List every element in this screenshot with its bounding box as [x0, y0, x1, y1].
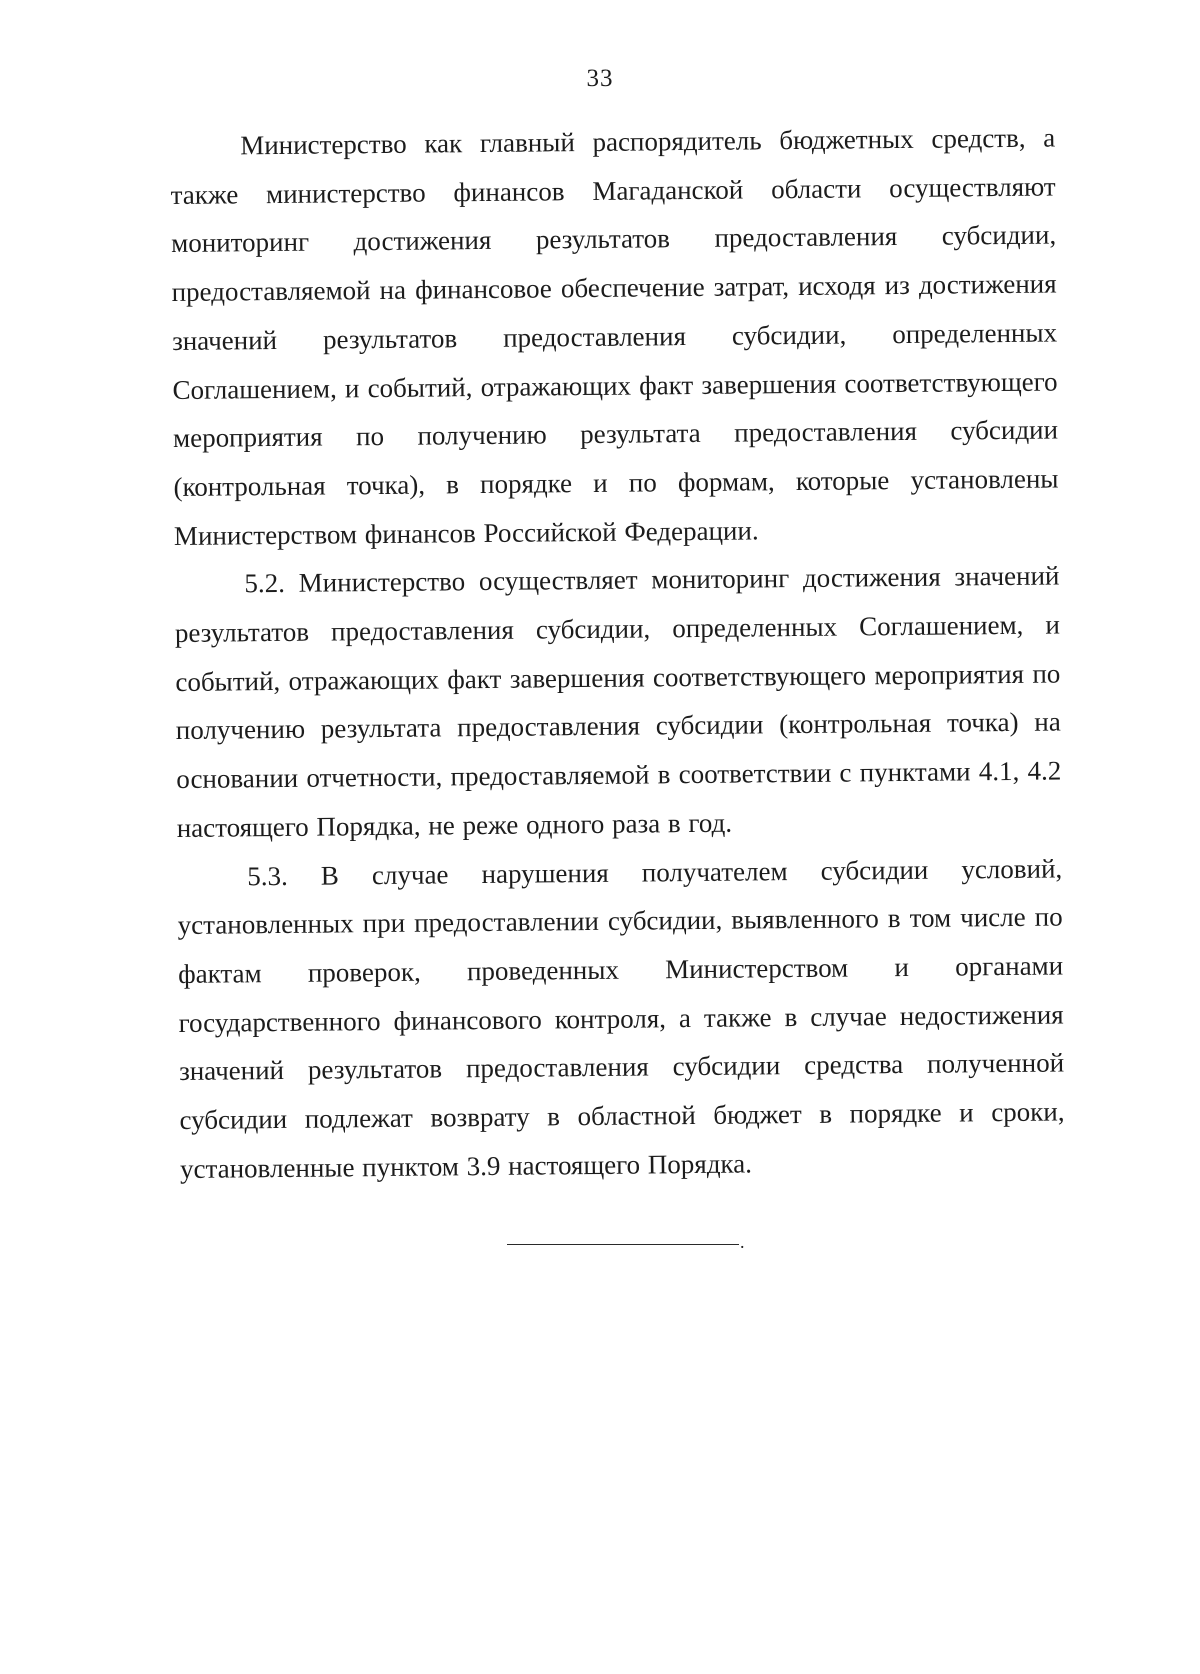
document-body — [170, 114, 1065, 1194]
closing-rule — [507, 1244, 739, 1245]
paragraph-monitoring: Министерство как главный распорядитель бюджетных средств, а также министерство финансов Магаданской области осуществляют мониторинг достижения результатов предоставления субсидии, предоставляемой на финансовое обеспечение затрат, исходя из достижения значений результатов предоставления субсидии, определенных Соглашением, и событий, отражающих факт завершения соответствующего мероприятия по получению результата предоставления субсидии (контрольная точка), в порядке и по формам, которые установлены Министерством финансов Российской Федерации. — [170, 122, 1059, 551]
page-number: 33 — [586, 65, 614, 92]
closing-period: . — [740, 1232, 745, 1252]
paragraph-5-3: 5.3. В случае нарушения получателем субсидии условий, установленных при предоставлении субсидии, выявленного в том числе по фактам проверок, проведенных Министерством и органами государственного финансового контроля, а также в случае недостижения значений результатов предоставления субсидии средства полученной субсидии подлежат возврату в областной бюджет в порядке и сроки, установленные пунктом 3.9 настоящего Порядка. — [177, 853, 1065, 1184]
paragraph-5-2: 5.2. Министерство осуществляет мониторинг достижения значений результатов предоставления субсидии, определенных Соглашением, и событий, отражающих факт завершения соответствующего мероприятия по получению результата предоставления субсидии (контрольная точка) на основании отчетности, предоставляемой в соответствии с пунктами 4.1, 4.2 настоящего Порядка, не реже одного раза в год. — [174, 560, 1062, 843]
